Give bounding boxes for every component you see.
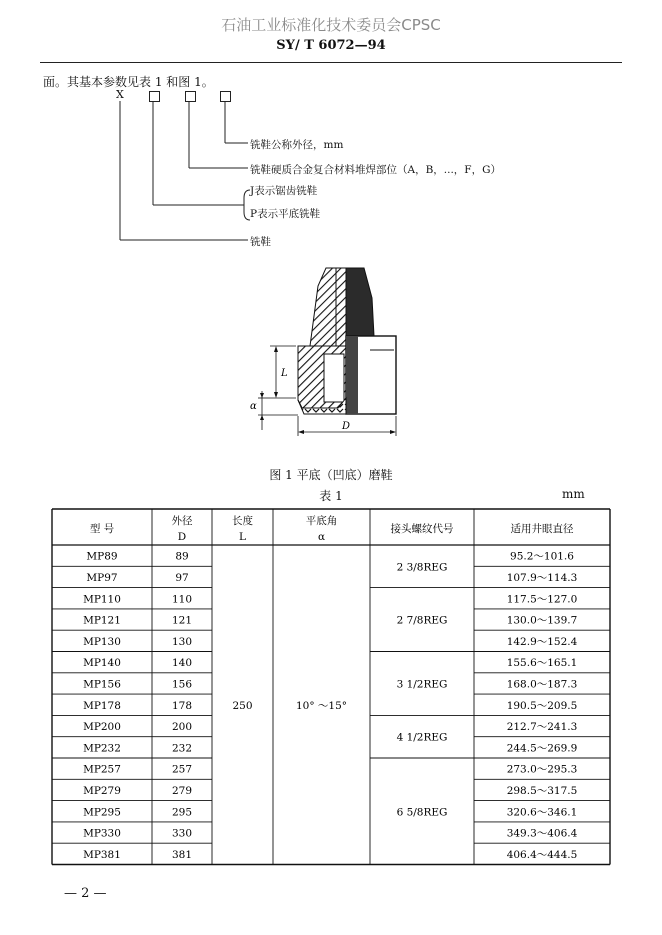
model-cell: MP97 [86, 571, 118, 584]
od-cell: 110 [171, 593, 193, 606]
od-cell: 121 [171, 614, 193, 627]
header-angle-symbol: α [317, 531, 326, 543]
header-od-symbol: D [177, 531, 187, 543]
model-cell: MP89 [86, 550, 118, 563]
hole-range-cell: 212.7～241.3 [506, 721, 578, 734]
od-cell: 330 [171, 827, 193, 840]
hole-range-cell: 142.9～152.4 [506, 635, 578, 648]
header-model: 型 号 [89, 523, 115, 535]
label-type-j: J表示锯齿铣鞋 [250, 185, 318, 197]
od-cell: 178 [171, 699, 193, 712]
hole-range-cell: 95.2～101.6 [510, 550, 574, 563]
od-cell: 130 [171, 635, 193, 648]
dimension-D-label: D [342, 421, 351, 432]
model-cell: MP110 [83, 593, 121, 606]
header-organization: 石油工业标准化技术委员会CPSC [221, 16, 441, 34]
thread-cell: 2 3/8REG [396, 561, 448, 574]
label-diameter: 铣鞋公称外径，mm [250, 139, 344, 151]
table-unit: mm [562, 487, 585, 501]
model-cell: MP130 [83, 635, 121, 648]
header-angle: 平底角 [305, 515, 338, 527]
header-length: 长度 [232, 515, 253, 527]
od-cell: 97 [175, 571, 189, 584]
hole-range-cell: 155.6～165.1 [506, 657, 578, 670]
od-cell: 381 [171, 848, 193, 861]
model-cell: MP279 [83, 784, 121, 797]
designation-prefix: X [116, 88, 124, 101]
label-name: 铣鞋 [250, 236, 271, 248]
model-cell: MP257 [83, 763, 121, 776]
label-type-p: P表示平底铣鞋 [250, 208, 321, 220]
od-cell: 232 [171, 742, 193, 755]
od-cell: 140 [171, 657, 193, 670]
dimension-L-label: L [281, 368, 288, 379]
header-hole-diameter: 适用井眼直径 [510, 523, 574, 535]
hole-range-cell: 168.0～187.3 [506, 678, 578, 691]
figure-caption: 图 1 平底（凹底）磨鞋 [269, 468, 393, 482]
page-number: — 2 — [64, 886, 107, 901]
standard-number: SY/ T 6072—94 [276, 38, 386, 53]
thread-cell: 2 7/8REG [396, 614, 448, 627]
dimension-alpha-label: α [250, 401, 257, 412]
hole-range-cell: 320.6～346.1 [506, 806, 578, 819]
model-cell: MP121 [83, 614, 121, 627]
header-length-symbol: L [239, 531, 246, 543]
table-title: 表 1 [319, 489, 343, 503]
hole-range-cell: 107.9～114.3 [506, 571, 578, 584]
hole-range-cell: 298.5～317.5 [506, 784, 578, 797]
hole-range-cell: 406.4～444.5 [506, 848, 578, 861]
thread-cell: 3 1/2REG [396, 678, 448, 691]
hole-range-cell: 190.5～209.5 [506, 699, 578, 712]
angle-value: 10° ～15° [295, 699, 348, 712]
od-cell: 156 [171, 678, 193, 691]
od-cell: 257 [171, 763, 193, 776]
intro-text: 面。其基本参数见表 1 和图 1。 [43, 75, 214, 89]
thread-cell: 4 1/2REG [396, 731, 448, 744]
thread-cell: 6 5/8REG [396, 806, 448, 819]
hole-range-cell: 349.3～406.4 [506, 827, 578, 840]
model-cell: MP232 [83, 742, 121, 755]
model-cell: MP156 [83, 678, 121, 691]
model-cell: MP140 [83, 657, 121, 670]
header-thread: 接头螺纹代号 [390, 523, 454, 535]
od-cell: 279 [171, 784, 193, 797]
length-value: 250 [232, 699, 253, 712]
model-cell: MP381 [83, 848, 121, 861]
hole-range-cell: 244.5～269.9 [506, 742, 578, 755]
hole-range-cell: 130.0～139.7 [506, 614, 578, 627]
model-cell: MP330 [83, 827, 121, 840]
od-cell: 295 [171, 806, 193, 819]
model-cell: MP200 [83, 721, 121, 734]
od-cell: 200 [171, 721, 193, 734]
label-hardfacing: 铣鞋硬质合金复合材料堆焊部位（A，B，...，F，G） [250, 164, 501, 176]
od-cell: 89 [175, 550, 189, 563]
hole-range-cell: 117.5～127.0 [506, 593, 578, 606]
model-cell: MP178 [83, 699, 121, 712]
hole-range-cell: 273.0～295.3 [506, 763, 578, 776]
header-od: 外径 [171, 515, 193, 527]
model-cell: MP295 [83, 806, 121, 819]
